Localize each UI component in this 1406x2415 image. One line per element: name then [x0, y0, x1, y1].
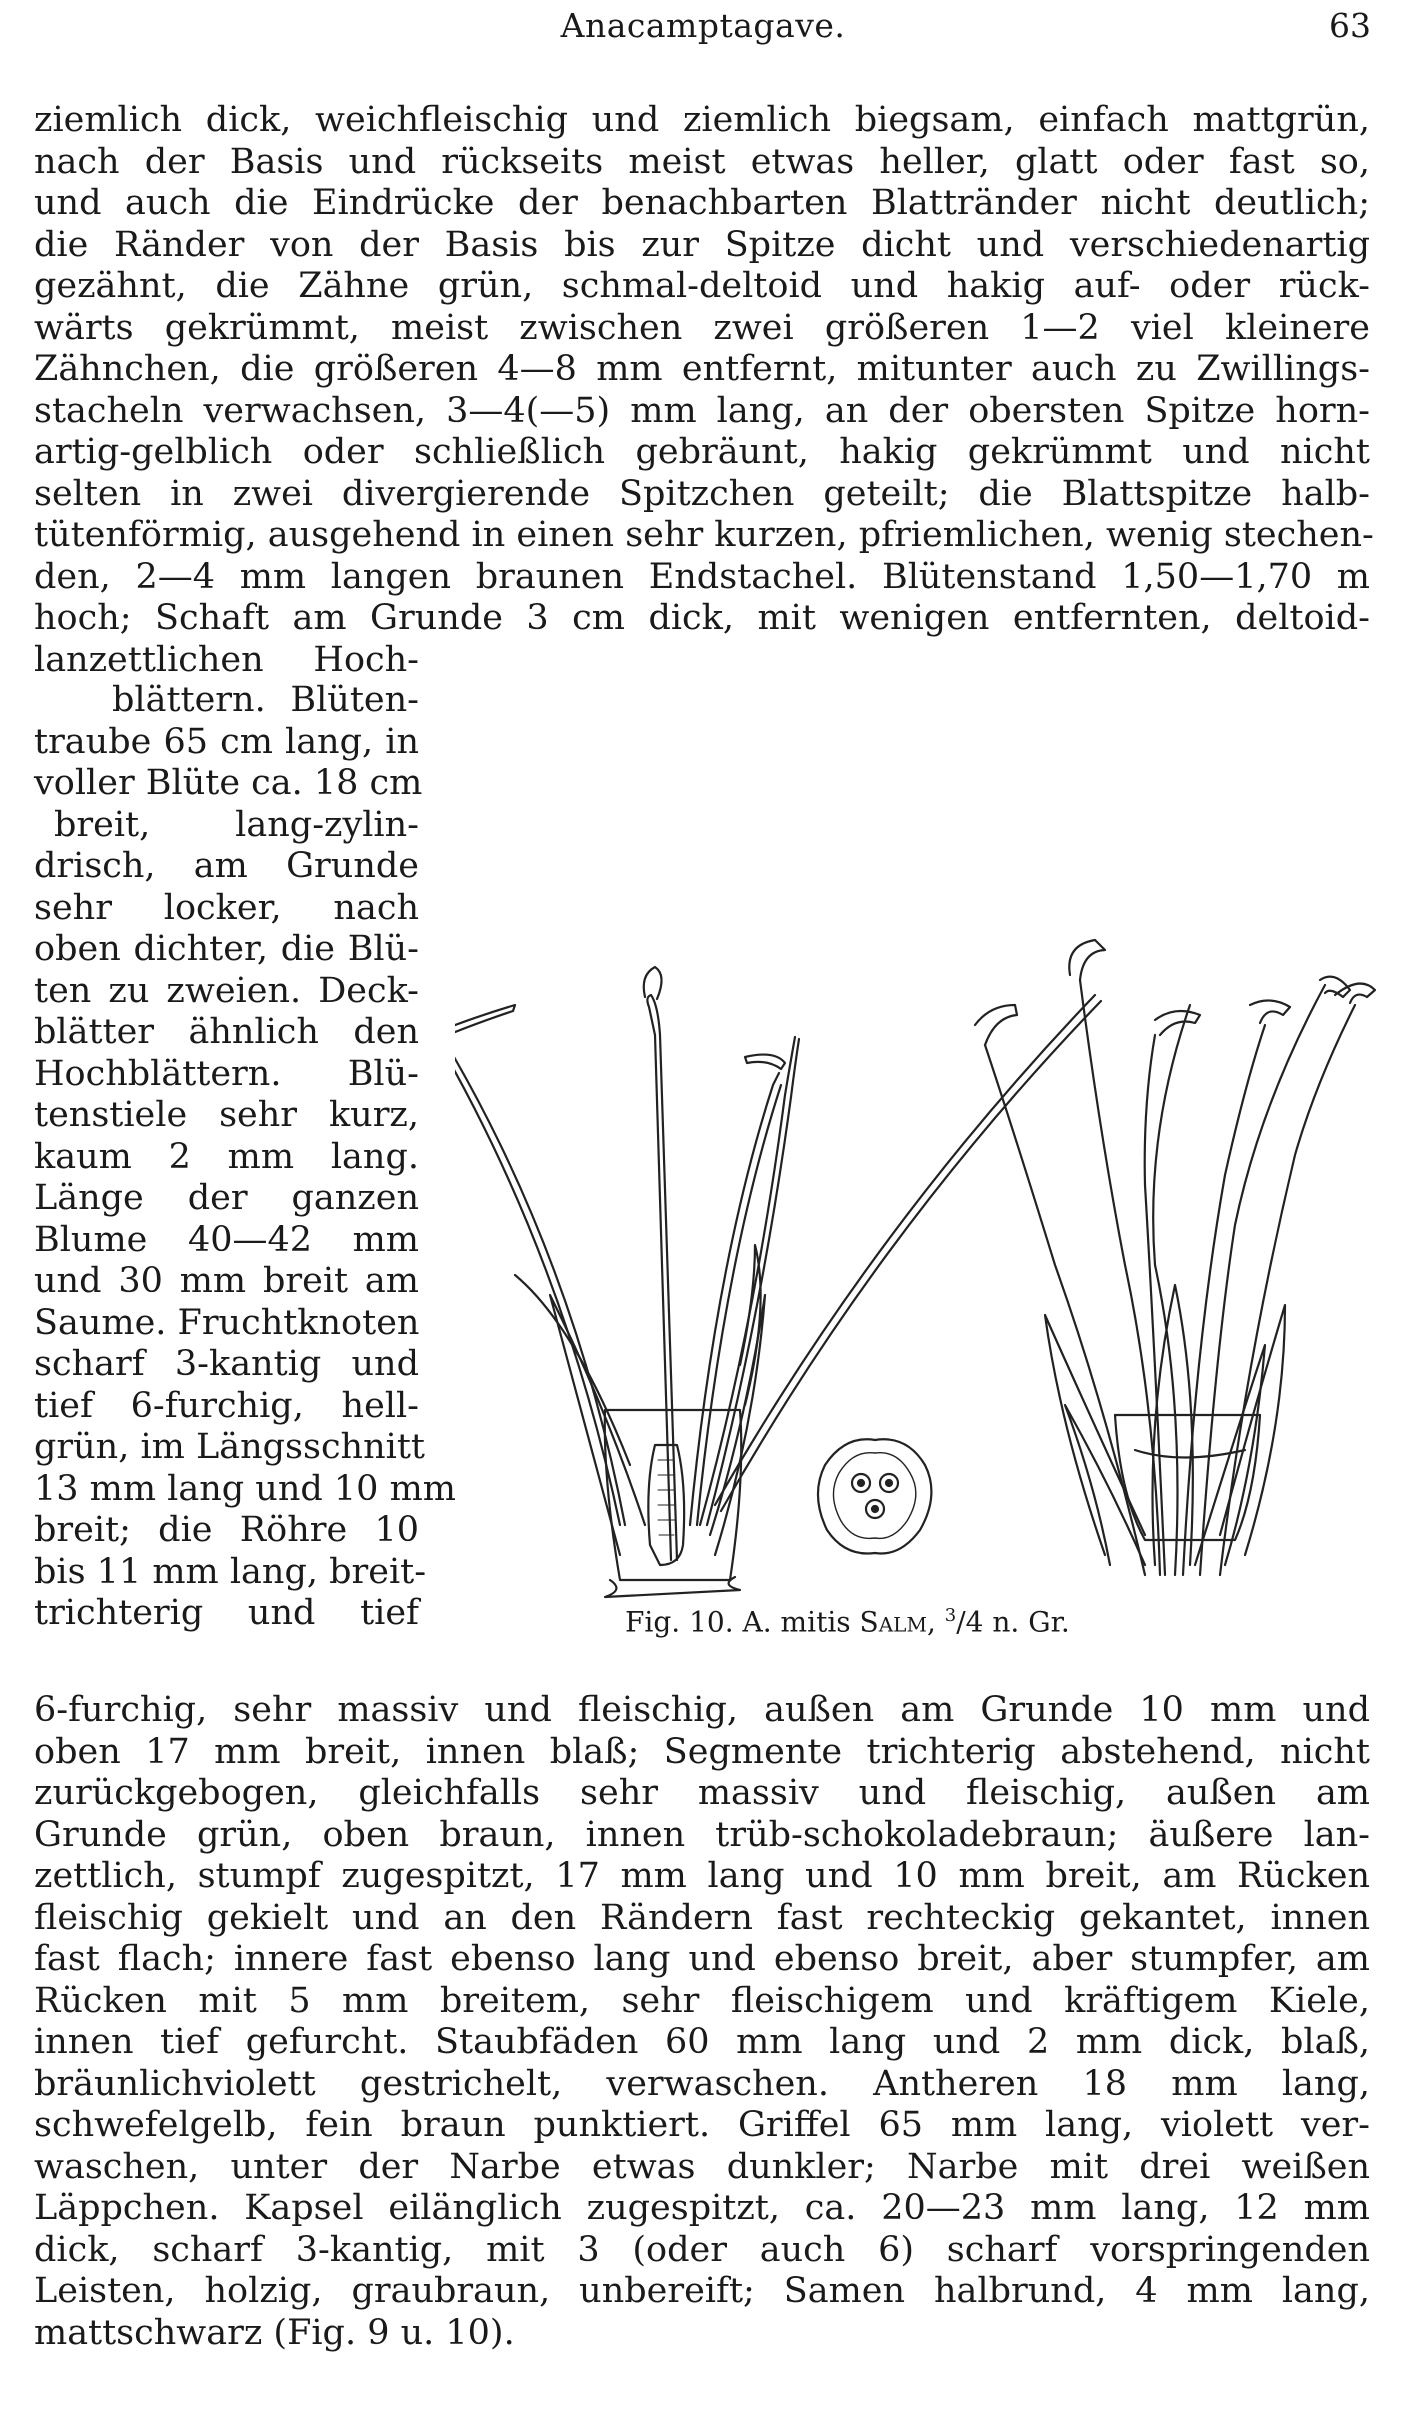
- flower-section-left: [455, 967, 1101, 1597]
- text-line: Zähnchen, die größeren 4—8 mm entfernt, mitunter auch zu Zwillings-: [34, 349, 1370, 389]
- text-line: breit; die Röhre 10: [34, 1510, 419, 1550]
- text-line: tenstiele sehr kurz,: [34, 1095, 419, 1135]
- text-line: voller Blüte ca. 18 cm: [34, 763, 423, 803]
- text-line: 6-furchig, sehr massiv und fleischig, außen am Grunde 10 mm und: [34, 1690, 1370, 1730]
- text-line: stacheln verwachsen, 3—4(—5) mm lang, an der obersten Spitze horn-: [34, 390, 1370, 431]
- ovary-cross-section: [818, 1439, 931, 1553]
- paragraph-column: [34, 680, 456, 1635]
- text-line: scharf 3-kantig und: [34, 1344, 419, 1384]
- text-line: Blume 40—42 mm: [34, 1219, 419, 1260]
- text-line: zettlich, stumpf zugespitzt, 17 mm lang und 10 mm breit, am Rücken: [34, 1856, 1370, 1896]
- caption-scale-numerator: 3: [944, 1605, 957, 1626]
- text-line: die Ränder von der Basis bis zur Spitze dicht und verschiedenartig: [34, 224, 1370, 265]
- text-line: traube 65 cm lang, in: [34, 721, 419, 762]
- text-line: Leisten, holzig, graubraun, unbereift; Samen halbrund, 4 mm lang,: [34, 2271, 1370, 2311]
- text-line: selten in zwei divergierende Spitzchen geteilt; die Blattspitze halb-: [34, 473, 1370, 514]
- text-line: ziemlich dick, weichfleischig und ziemlich biegsam, einfach mattgrün,: [34, 100, 1370, 140]
- text-line: und 30 mm breit am: [34, 1261, 419, 1301]
- flower-exterior-right: [975, 940, 1375, 1575]
- text-line: dick, scharf 3-kantig, mit 3 (oder auch 6) scharf vorspringenden: [34, 2229, 1370, 2270]
- figure-caption: Fig. 10. A. mitis Salm, $^3$/4 n. Gr.: [625, 1605, 1070, 1639]
- paragraph-bottom: [34, 1690, 1370, 2354]
- text-line: artig-gelblich oder schließlich gebräunt, hakig gekrümmt und nicht: [34, 432, 1370, 472]
- text-line: grün, im Längsschnitt: [34, 1427, 425, 1467]
- figure-flower-illustration: [455, 705, 1385, 1605]
- text-line: gezähnt, die Zähne grün, schmal-deltoid und hakig auf- oder rück-: [34, 266, 1370, 306]
- text-line: Rücken mit 5 mm breitem, sehr fleischigem und kräftigem Kiele,: [34, 1980, 1370, 2021]
- caption-suffix: n. Gr.: [992, 1605, 1070, 1639]
- text-line: hoch; Schaft am Grunde 3 cm dick, mit wenigen entfernten, deltoid-: [34, 598, 1370, 638]
- text-line: blätter ähnlich den: [34, 1012, 419, 1052]
- text-line: breit, lang-zylin-: [54, 804, 419, 845]
- text-line: blättern. Blüten-: [112, 680, 419, 720]
- text-line: wärts gekrümmt, meist zwischen zwei größeren 1—2 viel kleinere: [34, 307, 1370, 348]
- text-line: fast flach; innere fast ebenso lang und ebenso breit, aber stumpfer, am: [34, 1939, 1370, 1979]
- text-line: Saume. Fruchtknoten: [34, 1302, 420, 1343]
- text-line: oben 17 mm breit, innen blaß; Segmente trichterig abstehend, nicht: [34, 1731, 1370, 1772]
- text-line: tütenförmig, ausgehend in einen sehr kurzen, pfriemlichen, wenig stechen-: [34, 515, 1374, 555]
- text-line: innen tief gefurcht. Staubfäden 60 mm lang und 2 mm dick, blaß,: [34, 2022, 1370, 2062]
- running-title: Anacamptagave.: [560, 6, 846, 45]
- text-line: den, 2—4 mm langen braunen Endstachel. Blütenstand 1,50—1,70 m: [34, 556, 1370, 597]
- text-line: lanzettlichen Hoch-: [34, 639, 419, 680]
- text-line: und auch die Eindrücke der benachbarten Blattränder nicht deutlich;: [34, 183, 1370, 223]
- text-line: Länge der ganzen: [34, 1178, 419, 1218]
- text-line: drisch, am Grunde: [34, 846, 419, 886]
- text-line: fleischig gekielt und an den Rändern fast rechteckig gekantet, innen: [34, 1897, 1370, 1938]
- flower-drawing: [455, 705, 1385, 1605]
- text-line: ten zu zweien. Deck-: [34, 970, 419, 1011]
- text-line: mattschwarz (Fig. 9 u. 10).: [34, 2312, 515, 2353]
- text-line: tief 6-furchig, hell-: [34, 1385, 419, 1426]
- text-line: zurückgebogen, gleichfalls sehr massiv und fleischig, außen am: [34, 1773, 1370, 1813]
- text-line: waschen, unter der Narbe etwas dunkler; Narbe mit drei weißen: [34, 2146, 1370, 2187]
- text-line: bis 11 mm lang, breit-: [34, 1551, 427, 1592]
- text-line: nach der Basis und rückseits meist etwas heller, glatt oder fast so,: [34, 141, 1370, 182]
- page-header: [0, 6, 1406, 56]
- caption-author: Salm: [859, 1605, 927, 1639]
- text-line: Grunde grün, oben braun, innen trüb-schokoladebraun; äußere lan-: [34, 1814, 1370, 1855]
- text-line: trichterig und tief: [34, 1593, 419, 1633]
- caption-scale-denominator: 4: [965, 1605, 984, 1639]
- paragraph-top: [34, 100, 1374, 681]
- text-line: oben dichter, die Blü-: [34, 929, 419, 969]
- text-line: bräunlichviolett gestrichelt, verwaschen. Antheren 18 mm lang,: [34, 2063, 1370, 2104]
- text-line: 13 mm lang und 10 mm: [34, 1468, 456, 1509]
- text-line: schwefelgelb, fein braun punktiert. Griffel 65 mm lang, violett ver-: [34, 2105, 1370, 2145]
- text-line: Läppchen. Kapsel eilänglich zugespitzt, ca. 20—23 mm lang, 12 mm: [34, 2188, 1370, 2228]
- caption-prefix: Fig. 10. A. mitis: [625, 1605, 851, 1639]
- text-line: Hochblättern. Blü-: [34, 1053, 419, 1094]
- page-number: 63: [1329, 6, 1371, 45]
- text-line: sehr locker, nach: [34, 887, 419, 928]
- text-line: kaum 2 mm lang.: [34, 1136, 419, 1177]
